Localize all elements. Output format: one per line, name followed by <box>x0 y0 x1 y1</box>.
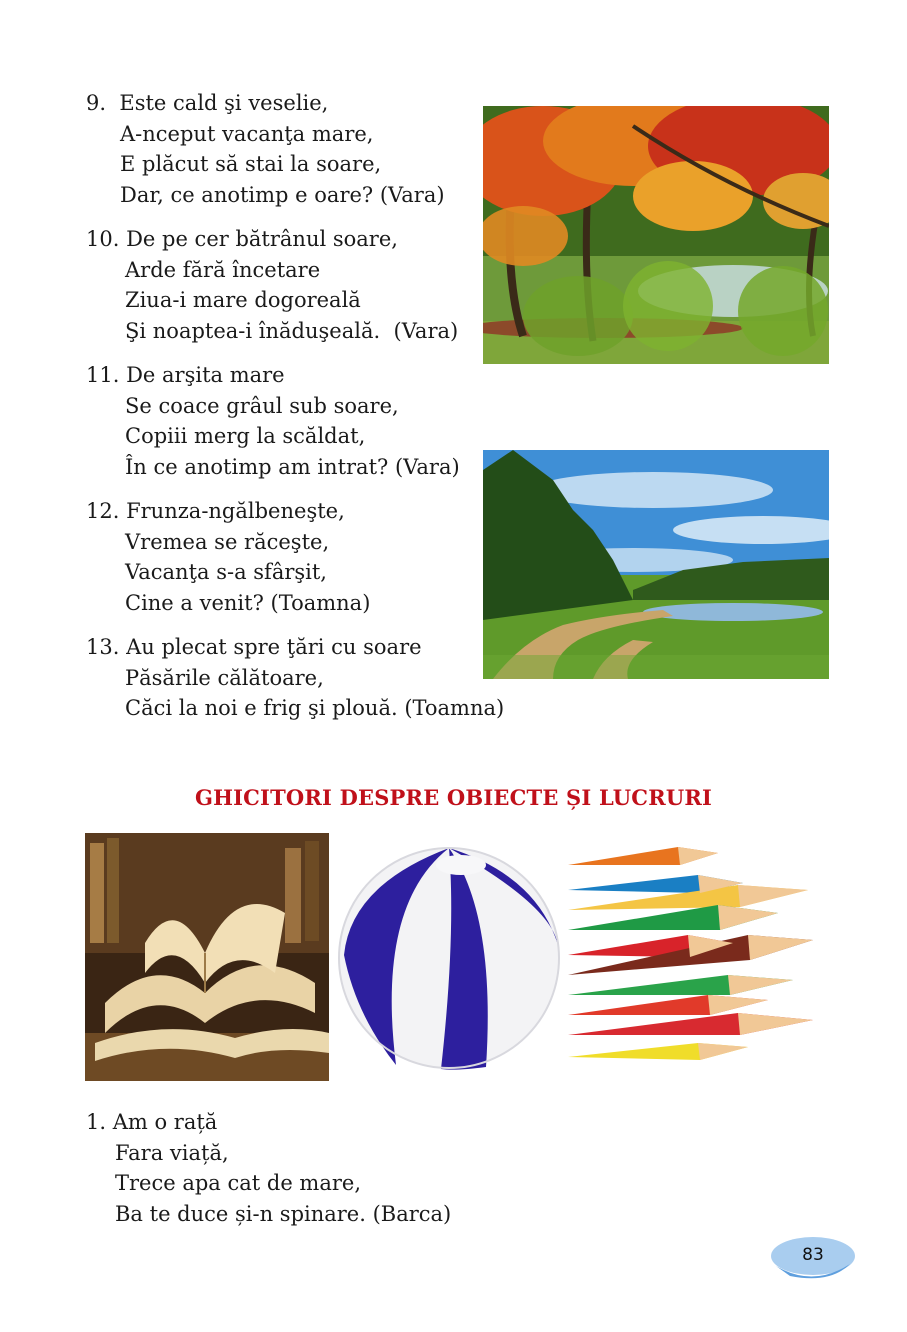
riddle-line: Arde fără încetare <box>125 257 321 282</box>
riddle-line: Căci la noi e frig şi plouă. (Toamna) <box>125 696 505 720</box>
riddle-10 <box>86 224 458 346</box>
riddle-line: Păsările călătoare, <box>125 665 324 690</box>
riddle-line: Ziua-i mare dogoreală <box>125 288 361 312</box>
open-books-image <box>85 833 329 1081</box>
riddle-13 <box>86 632 504 724</box>
riddle-line: Ba te duce și-n spinare. (Barca) <box>115 1201 452 1226</box>
section-title: GHICITORI DESPRE OBIECTE ȘI LUCRURI <box>194 785 713 810</box>
riddle-line: Şi noaptea-i înăduşeală. (Vara) <box>125 318 459 343</box>
riddle-line: Vacanţa s-a sfârşit, <box>125 560 327 584</box>
riddle-line: Fara viață, <box>115 1140 229 1165</box>
riddle-object-1 <box>86 1107 451 1229</box>
riddle-line: Vremea se răceşte, <box>125 529 330 554</box>
riddle-9 <box>86 88 445 210</box>
riddle-line: A-nceput vacanţa mare, <box>120 121 374 146</box>
riddle-line: 13. Au plecat spre ţări cu soare <box>86 635 422 659</box>
colored-pencils-image <box>568 835 822 1081</box>
riddle-line: Trece apa cat de mare, <box>115 1171 362 1195</box>
riddle-line: Dar, ce anotimp e oare? (Vara) <box>120 182 445 207</box>
riddle-line: Se coace grâul sub soare, <box>125 393 399 418</box>
riddle-line: 12. Frunza-ngălbeneşte, <box>86 499 345 523</box>
beach-ball-image <box>336 845 562 1071</box>
riddle-line: 9. Este cald şi veselie, <box>86 91 329 115</box>
riddle-line: 1. Am o rață <box>86 1110 218 1134</box>
page-number-badge <box>770 1236 856 1282</box>
riddle-line: În ce anotimp am intrat? (Vara) <box>125 454 460 479</box>
page-number: 83 <box>802 1245 824 1265</box>
riddle-11 <box>86 360 460 482</box>
riddle-12 <box>86 496 370 618</box>
riddle-line: 10. De pe cer bătrânul soare, <box>86 227 398 251</box>
summer-landscape-image <box>483 450 829 679</box>
riddle-line: 11. De arşita mare <box>86 363 285 387</box>
riddle-line: Copiii merg la scăldat, <box>125 424 366 448</box>
riddle-line: Cine a venit? (Toamna) <box>125 590 371 615</box>
autumn-trees-image <box>483 106 829 364</box>
riddle-line: E plăcut să stai la soare, <box>120 152 382 176</box>
